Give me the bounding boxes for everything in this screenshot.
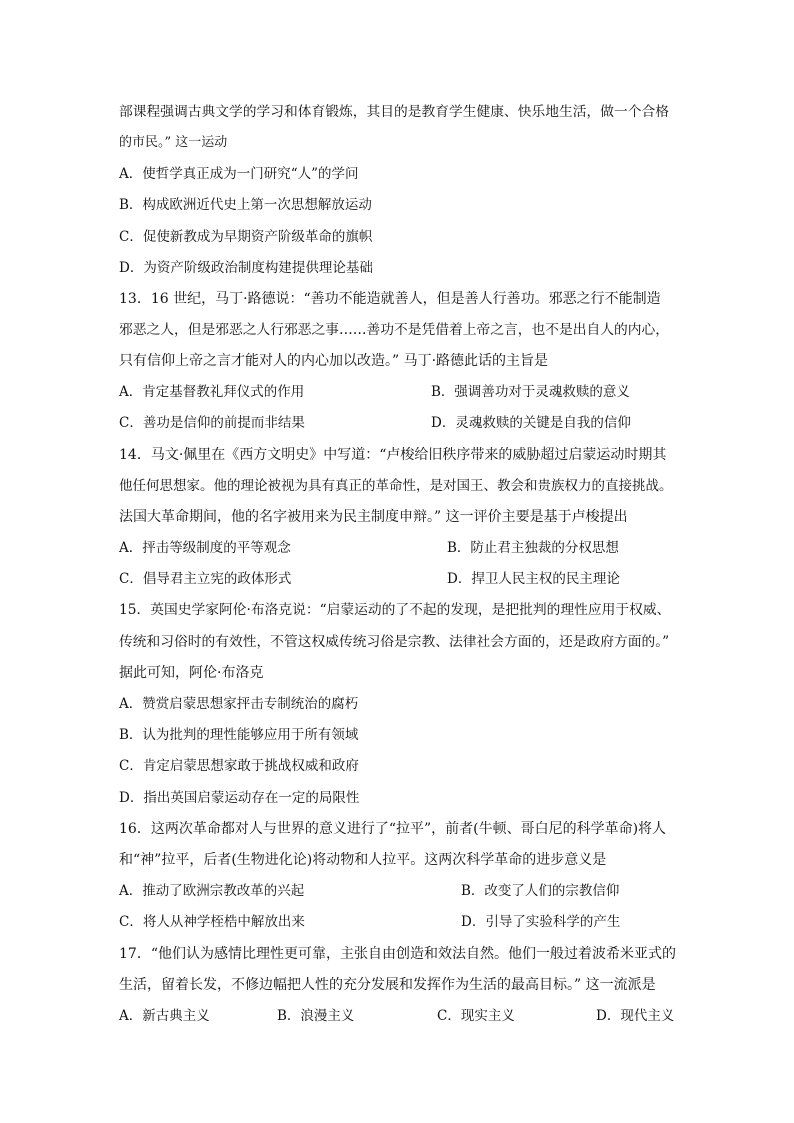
q13-option-c: C．善功是信仰的前提而非结果: [119, 415, 305, 431]
q14-stem-line2: 他任何思想家。他的理论被视为具有真正的革命性，是对国王、教会和贵族权力的直接挑战。: [119, 478, 673, 494]
q13-stem-line3: 只有信仰上帝之言才能对人的内心加以改造。” 马丁·路德此话的主旨是: [119, 353, 549, 369]
q13-stem-line2: 邪恶之人，但是邪恶之人行邪恶之事……善功不是凭借着上帝之言，也不是出自人的内心，: [119, 322, 670, 338]
q12-stem-line1: 部课程强调古典文学的学习和体育锻炼，其目的是教育学生健康、快乐地生活，做一个合格: [119, 104, 670, 120]
q16-option-b: B．改变了人们的宗教信仰: [461, 883, 620, 899]
q12-option-c: C．促使新教成为早期资产阶级革命的旗帜: [119, 229, 373, 245]
q16-stem-line2: 和“神”拉平，后者(生物进化论)将动物和人拉平。这两次科学革命的进步意义是: [119, 852, 607, 868]
q15-option-a: A．赞赏启蒙思想家抨击专制统治的腐朽: [119, 696, 359, 712]
q13-option-a: A．肯定基督教礼拜仪式的作用: [119, 384, 305, 400]
q16-stem-line1: 16．这两次革命都对人与世界的意义进行了“拉平”，前者(牛顿、哥白尼的科学革命)将人: [119, 821, 667, 837]
q17-option-d: D．现代主义: [596, 1008, 675, 1024]
q12-option-b: B．构成欧洲近代史上第一次思想解放运动: [119, 197, 372, 213]
q12-option-a: A．使哲学真正成为一门研究“人”的学问: [119, 166, 359, 182]
q16-option-a: A．推动了欧洲宗教改革的兴起: [119, 883, 305, 899]
q14-option-a: A．抨击等级制度的平等观念: [119, 540, 291, 556]
q16-option-d: D．引导了实验科学的产生: [461, 914, 621, 930]
q15-stem-line2: 传统和习俗时的有效性，不管这权威传统习俗是宗教、法律社会方面的，还是政府方面的。”: [119, 634, 670, 650]
q17-option-a: A．新古典主义: [119, 1008, 210, 1024]
q12-option-d: D．为资产阶级政治制度构建提供理论基础: [119, 260, 373, 276]
q14-option-b: B．防止君主独裁的分权思想: [447, 540, 619, 556]
q13-stem-line1: 13．16 世纪，马丁·路德说：“善功不能造就善人，但是善人行善功。邪恶之行不能制造: [119, 291, 661, 307]
q13-option-d: D．灵魂救赎的关键是自我的信仰: [431, 415, 631, 431]
q14-stem-line1: 14．马文·佩里在《西方文明史》中写道：“卢梭给旧秩序带来的威胁超过启蒙运动时期其: [119, 447, 667, 463]
q15-option-d: D．指出英国启蒙运动存在一定的局限性: [119, 790, 360, 806]
q14-option-d: D．捍卫人民主权的民主理论: [447, 571, 620, 587]
q14-option-c: C．倡导君主立宪的政体形式: [119, 571, 292, 587]
q15-stem-line1: 15．英国史学家阿伦·布洛克说：“启蒙运动的了不起的发现，是把批判的理性应用于权威、: [119, 602, 671, 618]
q17-stem-line1: 17．“他们认为感情比理性更可靠，主张自由创造和效法自然。他们一般过着波希米亚式的: [119, 946, 676, 962]
q15-option-b: B．认为批判的理性能够应用于所有领域: [119, 727, 359, 743]
q13-option-b: B．强调善功对于灵魂救赎的意义: [431, 384, 630, 400]
q15-stem-line3: 据此可知，阿伦·布洛克: [119, 665, 264, 681]
q14-stem-line3: 法国大革命期间，他的名字被用来为民主制度申辩。” 这一评价主要是基于卢梭提出: [119, 509, 628, 525]
q15-option-c: C．肯定启蒙思想家敢于挑战权威和政府: [119, 758, 359, 774]
q16-option-c: C．将人从神学桎梏中解放出来: [119, 914, 305, 930]
q12-stem-line2: 的市民。” 这一运动: [119, 135, 228, 150]
q17-stem-line2: 生活，留着长发，不修边幅把人性的充分发展和发挥作为生活的最高目标。” 这一流派是: [119, 977, 656, 993]
q17-option-b: B．浪漫主义: [277, 1008, 355, 1024]
q17-option-c: C．现实主义: [437, 1008, 515, 1024]
